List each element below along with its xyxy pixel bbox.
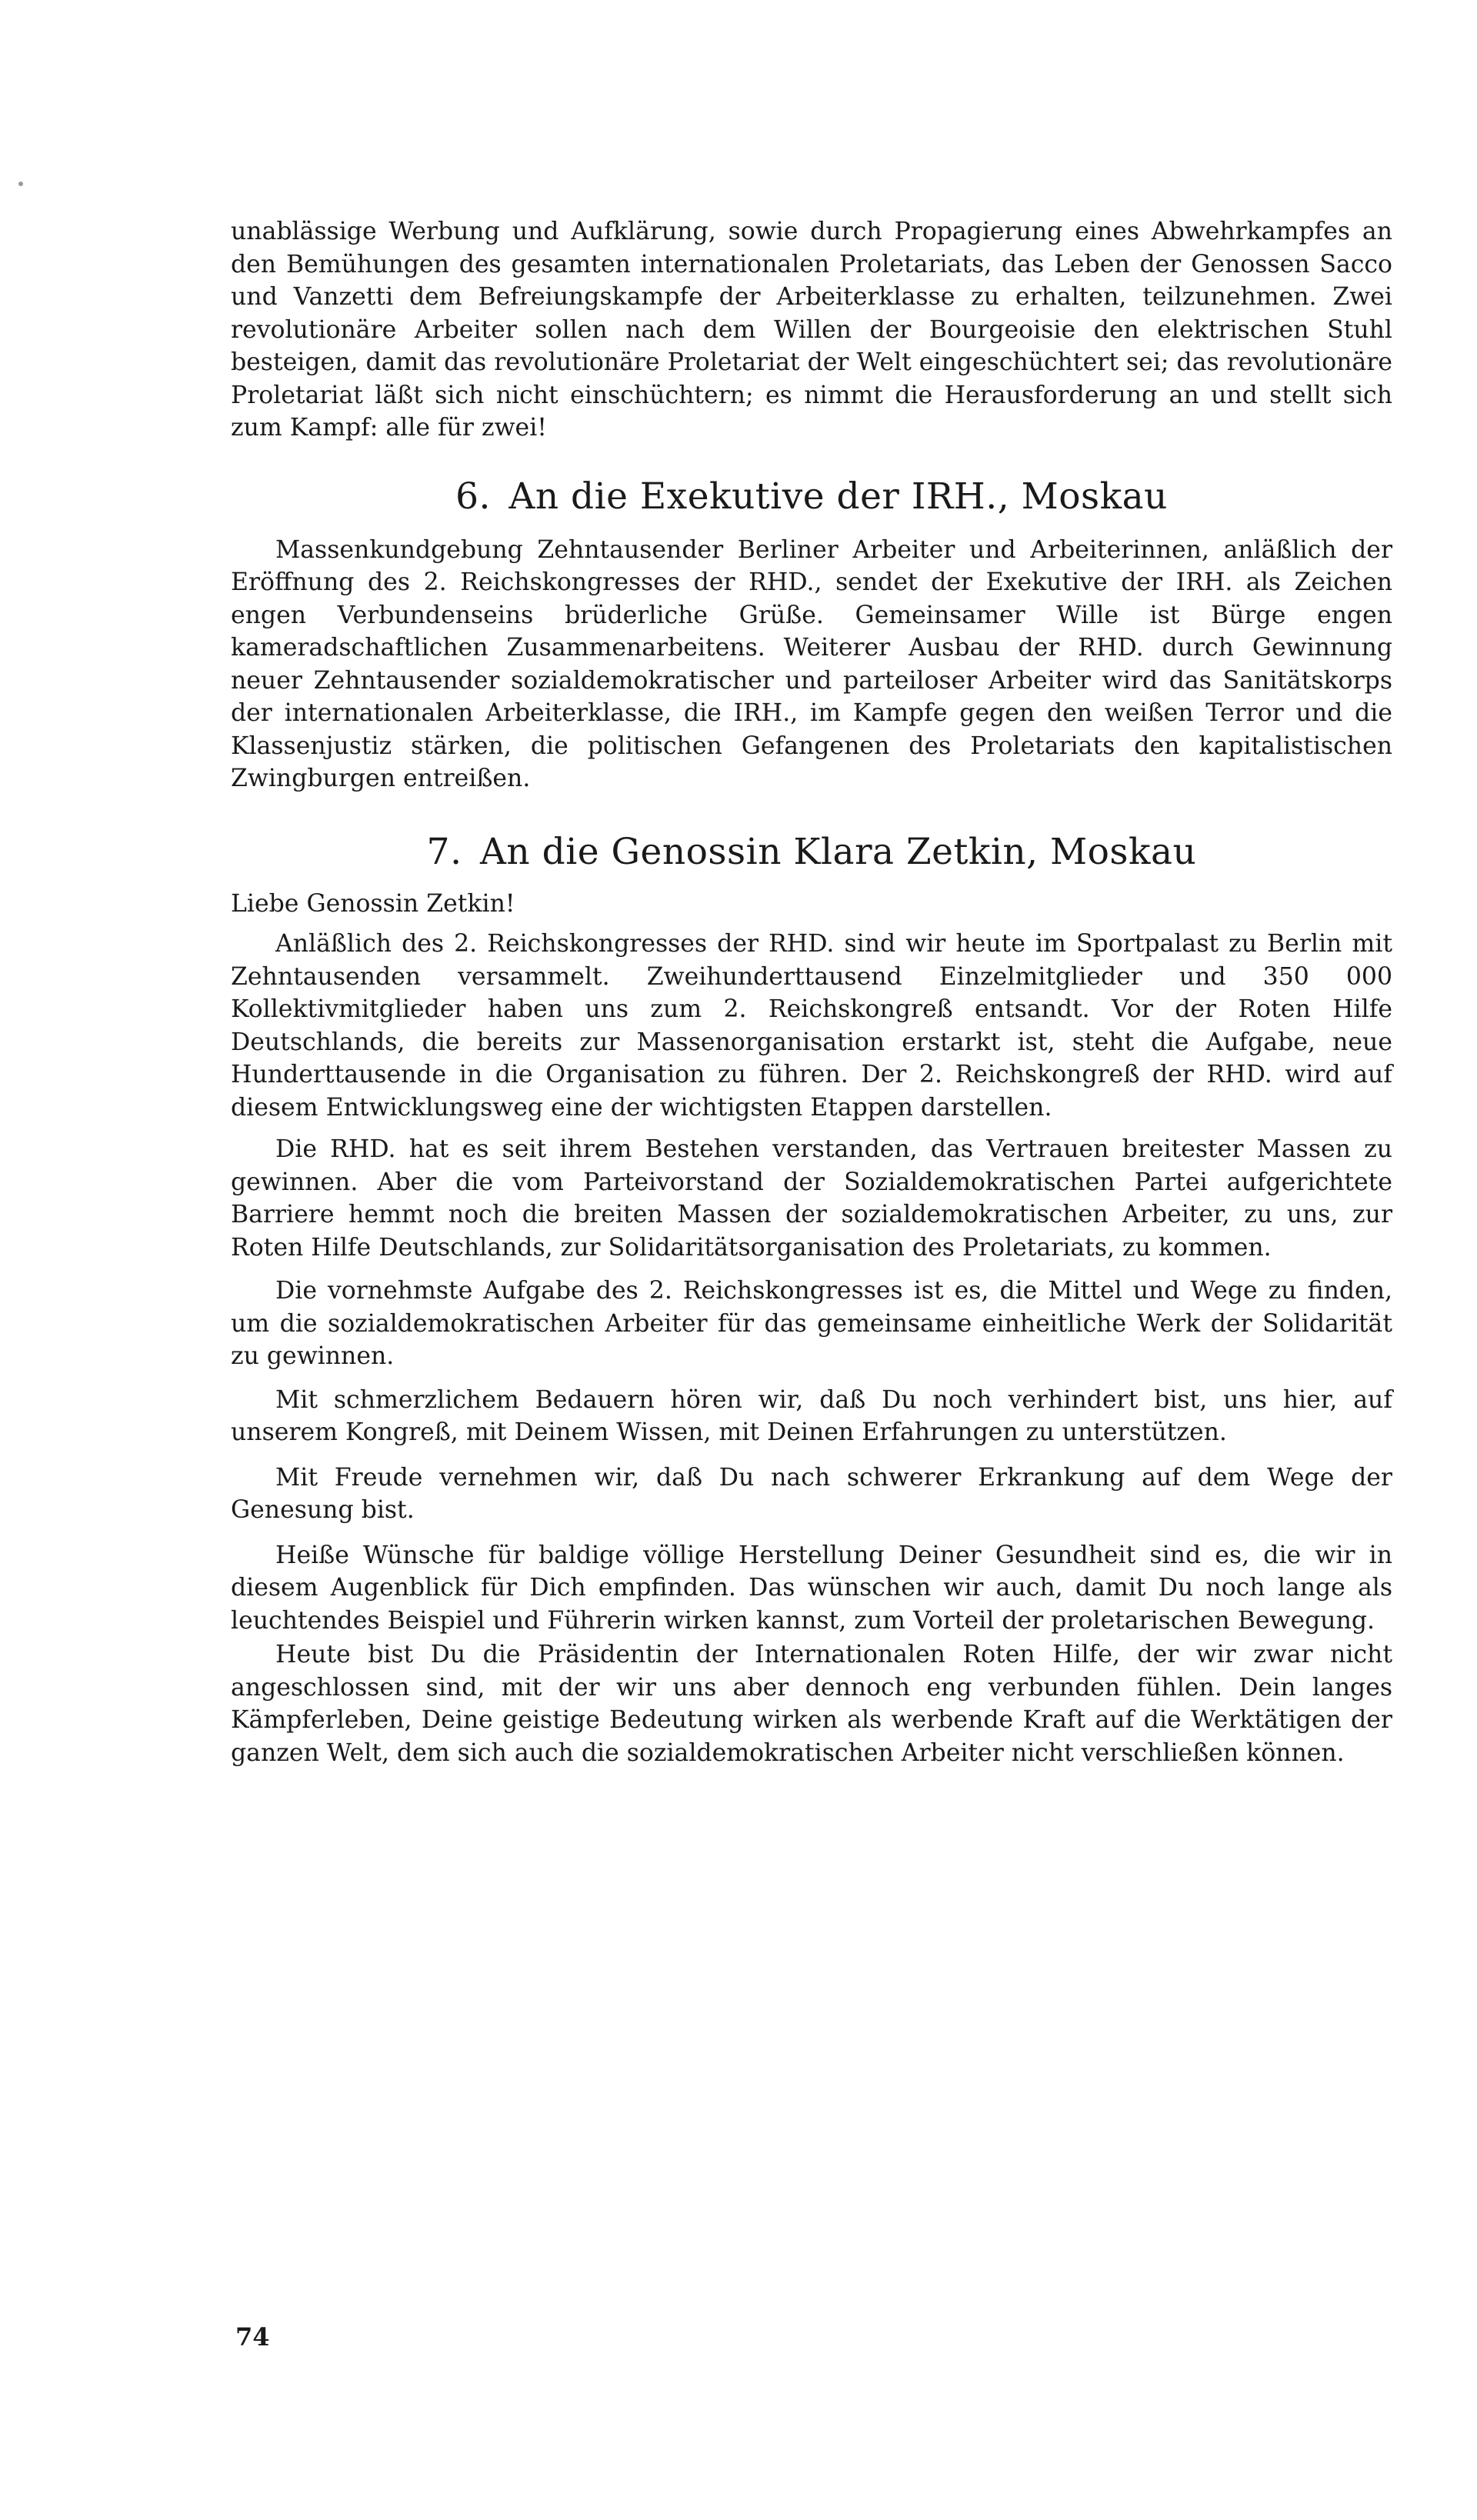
- section-6-number: 6.: [455, 475, 491, 518]
- section-6-title: An die Exekutive der IRH., Moskau: [508, 475, 1168, 518]
- letter-paragraph: Anläßlich des 2. Reichskongresses der RHD. sind wir heute im Sportpalast zu Berlin mit Zehntausenden versammelt. Zweihunderttausend Einzelmitglieder und 350 000 Kollektivmitglieder haben uns zum 2. Reichskongreß entsandt. Vor der Roten Hilfe Deutschlands, die bereits zur Massenorganisation erstarkt ist, steht die Aufgabe, neue Hunderttausende in die Organisation zu führen. Der 2. Reichskongreß der RHD. wird auf diesem Entwicklungsweg eine der wichtigsten Etappen darstellen.: [231, 930, 1392, 1122]
- letter-paragraph: Die RHD. hat es seit ihrem Bestehen verstanden, das Vertrauen breitester Massen zu gewinnen. Aber die vom Parteivorstand der Sozialdemokratischen Partei aufgerichtete Barriere hemmt noch die breiten Massen der sozialdemokratischen Arbeiter, zu uns, zur Roten Hilfe Deutschlands, zur Solidaritätsorganisation des Proletariats, zu kommen.: [231, 1135, 1392, 1262]
- section-7-heading: [231, 831, 1392, 874]
- letter-paragraph: Heute bist Du die Präsidentin der Internationalen Roten Hilfe, der wir zwar nicht angeschlossen sind, mit der wir uns aber dennoch eng verbunden fühlen. Dein langes Kämpferleben, Deine geistige Bedeutung wirken als werbende Kraft auf die Werktätigen der ganzen Welt, dem sich auch die sozialdemokratischen Arbeiter nicht verschließen können.: [231, 1641, 1392, 1767]
- section-6-paragraph: Massenkundgebung Zehntausender Berliner Arbeiter und Arbeiterinnen, anläßlich der Eröffnung des 2. Reichskongresses der RHD., sendet der Exekutive der IRH. als Zeichen engen Verbundenseins brüderliche Grüße. Gemeinsamer Wille ist Bürge engen kameradschaftlichen Zusammenarbeitens. Weiterer Ausbau der RHD. durch Gewinnung neuer Zehntausender sozialdemokratischer und parteiloser Arbeiter wird das Sanitätskorps der internationalen Arbeiterklasse, die IRH., im Kampfe gegen den weißen Terror und die Klassenjustiz stärken, die politischen Gefangenen des Proletariats den kapitalistischen Zwingburgen entreißen.: [231, 535, 1392, 792]
- section-7-title: An die Genossin Klara Zetkin, Moskau: [479, 830, 1197, 873]
- scan-speck: [18, 182, 23, 186]
- section-7-number: 7.: [426, 830, 462, 873]
- letter-paragraph: Mit Freude vernehmen wir, daß Du nach schwerer Erkrankung auf dem Wege der Genesung bist.: [231, 1463, 1392, 1524]
- letter-salutation: Liebe Genossin Zetkin!: [231, 889, 515, 918]
- section-6-heading: [231, 475, 1392, 518]
- letter-paragraph: Heiße Wünsche für baldige völlige Herstellung Deiner Gesundheit sind es, die wir in diesem Augenblick für Dich empfinden. Das wünschen wir auch, damit Du noch lange als leuchtendes Beispiel und Führerin wirken kannst, zum Vorteil der proletarischen Bewegung.: [231, 1541, 1392, 1635]
- text-column: [231, 215, 1392, 1769]
- page-number: 74: [235, 2322, 270, 2352]
- letter-paragraph: Mit schmerzlichem Bedauern hören wir, daß Du noch verhindert bist, uns hier, auf unserem Kongreß, mit Deinem Wissen, mit Deinen Erfahrungen zu unterstützen.: [231, 1385, 1392, 1446]
- letter-paragraph: Die vornehmste Aufgabe des 2. Reichskongresses ist es, die Mittel und Wege zu finden, um die sozialdemokratischen Arbeiter für das gemeinsame einheitliche Werk der Solidarität zu gewinnen.: [231, 1277, 1392, 1370]
- intro-paragraph: unablässige Werbung und Aufklärung, sowie durch Propagierung eines Abwehrkampfes an den Bemühungen des gesamten internationalen Proletariats, das Leben der Genossen Sacco und Vanzetti dem Befreiungskampfe der Arbeiterklasse zu erhalten, teilzunehmen. Zwei revolutionäre Arbeiter sollen nach dem Willen der Bourgeoisie den elektrischen Stuhl besteigen, damit das revolutionäre Proletariat der Welt eingeschüchtert sei; das revolutionäre Proletariat läßt sich nicht einschüchtern; es nimmt die Herausforderung an und stellt sich zum Kampf: alle für zwei!: [231, 218, 1392, 442]
